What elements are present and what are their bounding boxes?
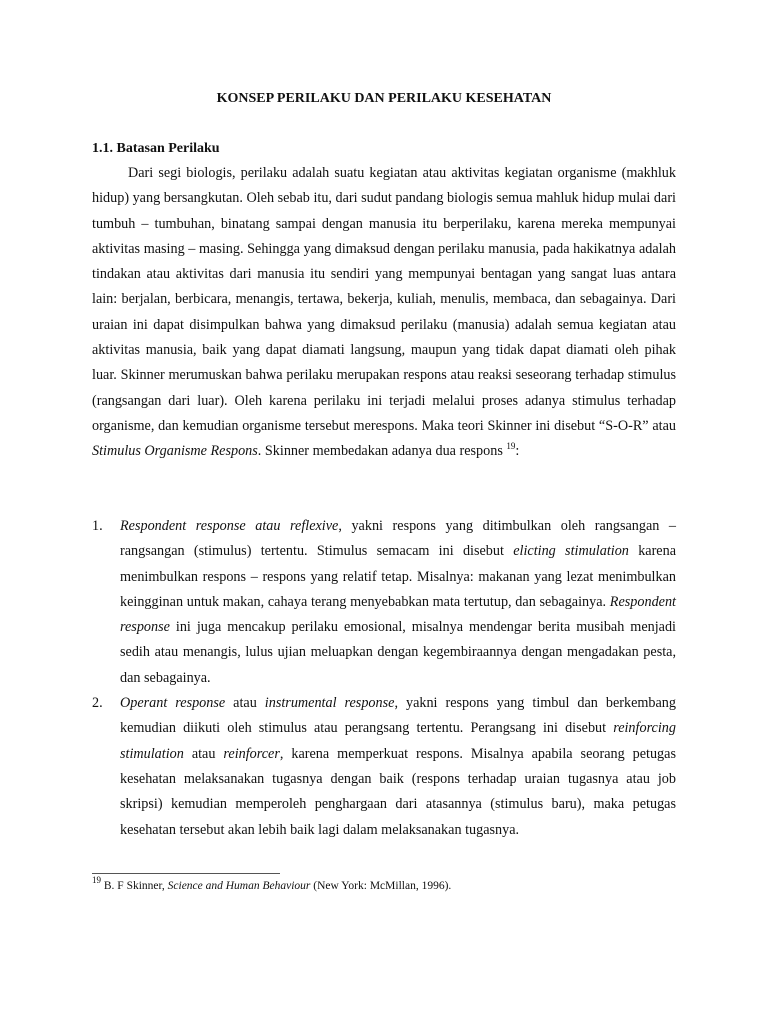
footnote — [92, 875, 452, 894]
paragraph-colon: : — [515, 443, 520, 460]
list-item-text: , karena memperkuat respons. Misalnya apabila seorang petugas kesehatan melaksanakan tugasnya dengan baik (respons terhadap uraian tugasnya atau job skripsi) kemudian memperoleh penghargaan dari atasannya (stimulus baru), maka petugas kesehatan tersebut akan lebih baik lagi dalam melaksanakan tugasnya. — [120, 745, 676, 838]
list-item-term: elicting stimulation — [513, 543, 629, 560]
list-item-text: , yakni respons yang ditimbulkan oleh rangsangan – rangsangan (stimulus) tertentu. Stimulus semacam ini disebut — [120, 518, 676, 560]
list-item-number: 2. — [92, 695, 103, 712]
page-title: KONSEP PERILAKU DAN PERILAKU KESEHATAN — [216, 91, 552, 106]
list-item-term: reinforcer — [223, 745, 280, 762]
numbered-list — [92, 514, 676, 843]
list-item-text: , yakni respons yang timbul dan berkembang kemudian diikuti oleh stimulus atau perangsang tertentu. Perangsang ini disebut — [120, 695, 676, 737]
footnote-author: B. F Skinner, — [101, 880, 168, 892]
list-item — [92, 691, 676, 843]
list-item — [92, 514, 676, 691]
body-paragraph — [92, 161, 676, 465]
paragraph-italic-term: Stimulus Organisme Respons — [92, 443, 258, 460]
list-item-term: Respondent response — [120, 593, 676, 636]
list-item-text: ini juga mencakup perilaku emosional, misalnya mendengar berita musibah menjadi sedih atau menangis, lulus ujian meluapkan dengan kegembiraannya dengan mengadakan pesta, dan sebagainya. — [120, 619, 676, 686]
list-item-term: instrumental response — [264, 695, 395, 712]
paragraph-text: Dari segi biologis, perilaku adalah suatu kegiatan atau aktivitas kegiatan organisme (makhluk hidup) yang bersangkutan. Oleh sebab itu, dari sudut pandang biologis semua mahluk hidup mulai dari tumbuh – tumbuhan, binatang sampai dengan manusia itu berperilaku, karena mereka mempunyai aktivitas masing – masing. Sehingga yang dimaksud dengan perilaku manusia, pada hakikatnya adalah tindakan atau aktivitas dari manusia itu sendiri yang mempunyai bentagan yang sangat luas antara lain: berjalan, berbicara, menangis, tertawa, bekerja, kuliah, menulis, membaca, dan sebagainya. Dari uraian ini dapat disimpulkan bahwa yang dimaksud perilaku (manusia) adalah semua kegiatan atau aktivitas manusia, baik yang dapat diamati langsung, maupun yang tidak dapat diamati oleh pihak luar. Skinner merumuskan bahwa perilaku merupakan respons atau reaksi seseorang terhadap stimulus (rangsangan dari luar). Oleh karena perilaku ini terjadi melalui proses adanya stimulus terhadap organisme, dan kemudian organisme tersebut merespons. Maka teori Skinner ini disebut “S-O-R” atau — [92, 165, 676, 434]
list-item-term: Operant response — [120, 695, 226, 712]
list-item-term: Respondent response atau reflexive — [120, 518, 339, 534]
paragraph-text-end: . Skinner membedakan adanya dua respons — [257, 443, 507, 460]
footnote-reference: 19 — [506, 441, 516, 452]
list-item-text: atau — [183, 745, 224, 762]
list-item-text: atau — [225, 695, 265, 712]
section-heading: 1.1. Batasan Perilaku — [92, 141, 220, 156]
footnote-publisher: (New York: McMillan, 1996). — [310, 880, 452, 892]
footnote-mark: 19 — [92, 875, 101, 885]
footnote-divider — [92, 873, 280, 874]
footnote-book-title: Science and Human Behaviour — [167, 880, 311, 892]
list-item-term: reinforcing stimulation — [120, 720, 676, 762]
list-item-number: 1. — [92, 518, 103, 534]
list-item-text: karena menimbulkan respons – respons yang relatif tetap. Misalnya: makanan yang lezat menimbulkan keingginan untuk makan, cahaya terang menyebabkan mata tertutup, dan sebagainya. — [120, 543, 676, 610]
